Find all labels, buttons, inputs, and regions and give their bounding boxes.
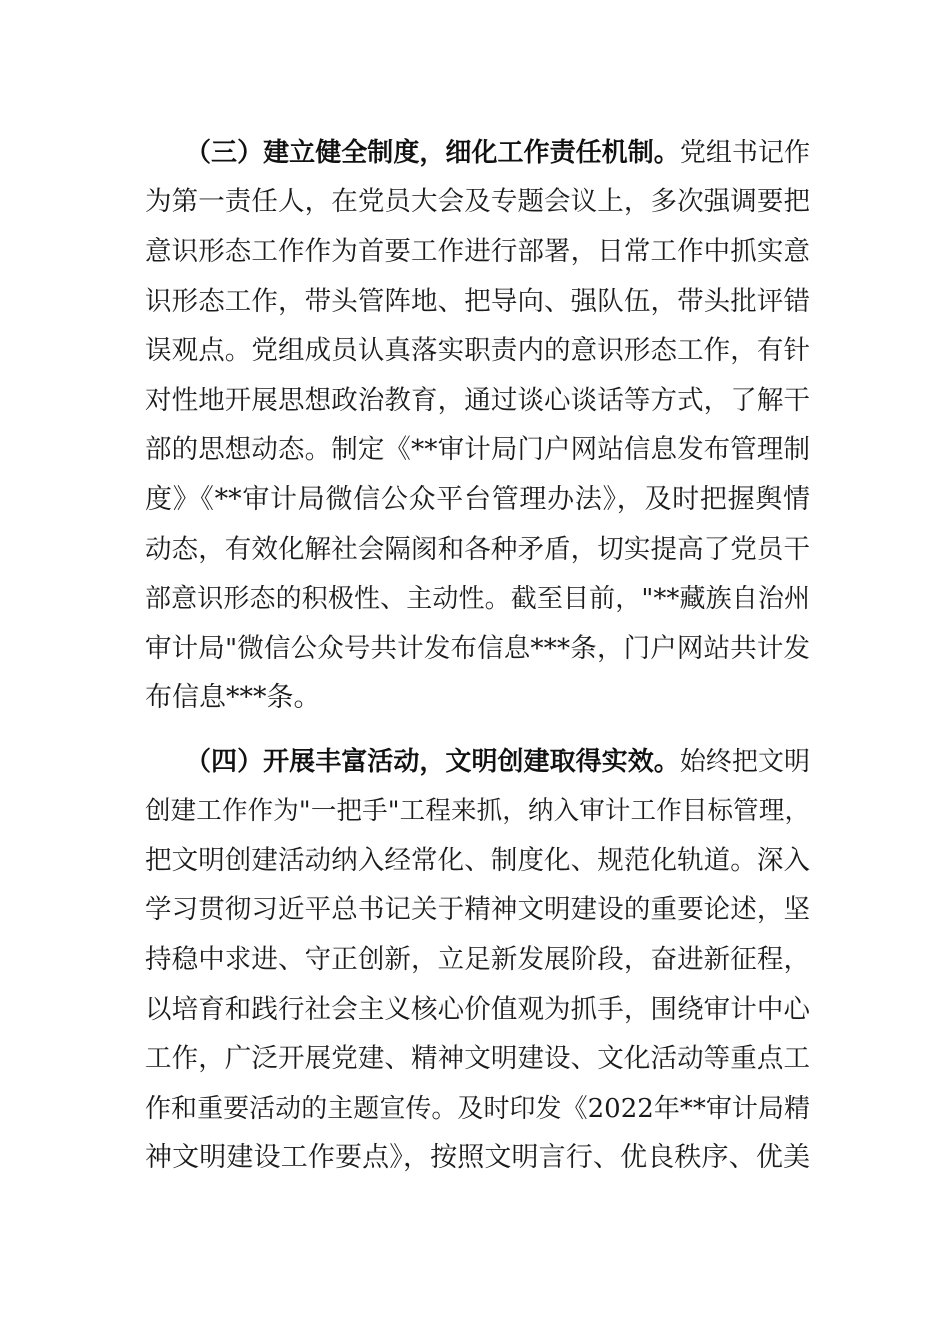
section-3-last-line: 布信息***条。	[145, 682, 321, 713]
section-4-line: 学习贯彻习近平总书记关于精神文明建设的重要论述，坚	[145, 894, 810, 925]
section-3-line: 动态，有效化解社会隔阂和各种矛盾，切实提高了党员干	[145, 534, 810, 565]
section-3-first-line-text: 党组书记作	[679, 138, 810, 168]
section-3-heading: （三）建立健全制度，细化工作责任机制。	[185, 138, 680, 168]
section-4-line: 以培育和践行社会主义核心价值观为抓手，围绕审计中心	[145, 994, 810, 1025]
section-4-first-line	[185, 742, 810, 782]
section-4-line: 作和重要活动的主题宣传。及时印发《2022年**审计局精	[145, 1094, 810, 1124]
section-4-line: 创建工作作为"一把手"工程来抓，纳入审计工作目标管理，	[145, 796, 810, 826]
section-4-line: 把文明创建活动纳入经常化、制度化、规范化轨道。深入	[145, 845, 810, 876]
section-3-line: 识形态工作，带头管阵地、把导向、强队伍，带头批评错	[145, 286, 810, 317]
section-3-first-line	[185, 133, 810, 173]
section-3-line: 对性地开展思想政治教育，通过谈心谈话等方式，了解干	[145, 385, 810, 416]
section-3-line: 审计局"微信公众号共计发布信息***条，门户网站共计发	[145, 633, 810, 664]
section-3-line: 部意识形态的积极性、主动性。截至目前，"**藏族自治州	[145, 584, 810, 614]
section-4-heading: （四）开展丰富活动，文明创建取得实效。	[185, 747, 680, 777]
section-4-line: 工作，广泛开展党建、精神文明建设、文化活动等重点工	[145, 1043, 810, 1074]
section-4-line: 持稳中求进、守正创新，立足新发展阶段，奋进新征程，	[145, 944, 810, 975]
section-3-line: 为第一责任人，在党员大会及专题会议上，多次强调要把	[145, 186, 810, 217]
section-3-line: 误观点。党组成员认真落实职责内的意识形态工作，有针	[145, 335, 810, 366]
section-4-line: 神文明建设工作要点》，按照文明言行、优良秩序、优美	[145, 1142, 810, 1173]
section-4-first-line-text: 始终把文明	[679, 747, 810, 777]
section-3-line: 意识形态工作作为首要工作进行部署，日常工作中抓实意	[145, 236, 810, 267]
section-3-line: 度》《**审计局微信公众平台管理办法》，及时把握舆情	[145, 484, 810, 515]
section-3-line: 部的思想动态。制定《**审计局门户网站信息发布管理制	[145, 434, 810, 465]
